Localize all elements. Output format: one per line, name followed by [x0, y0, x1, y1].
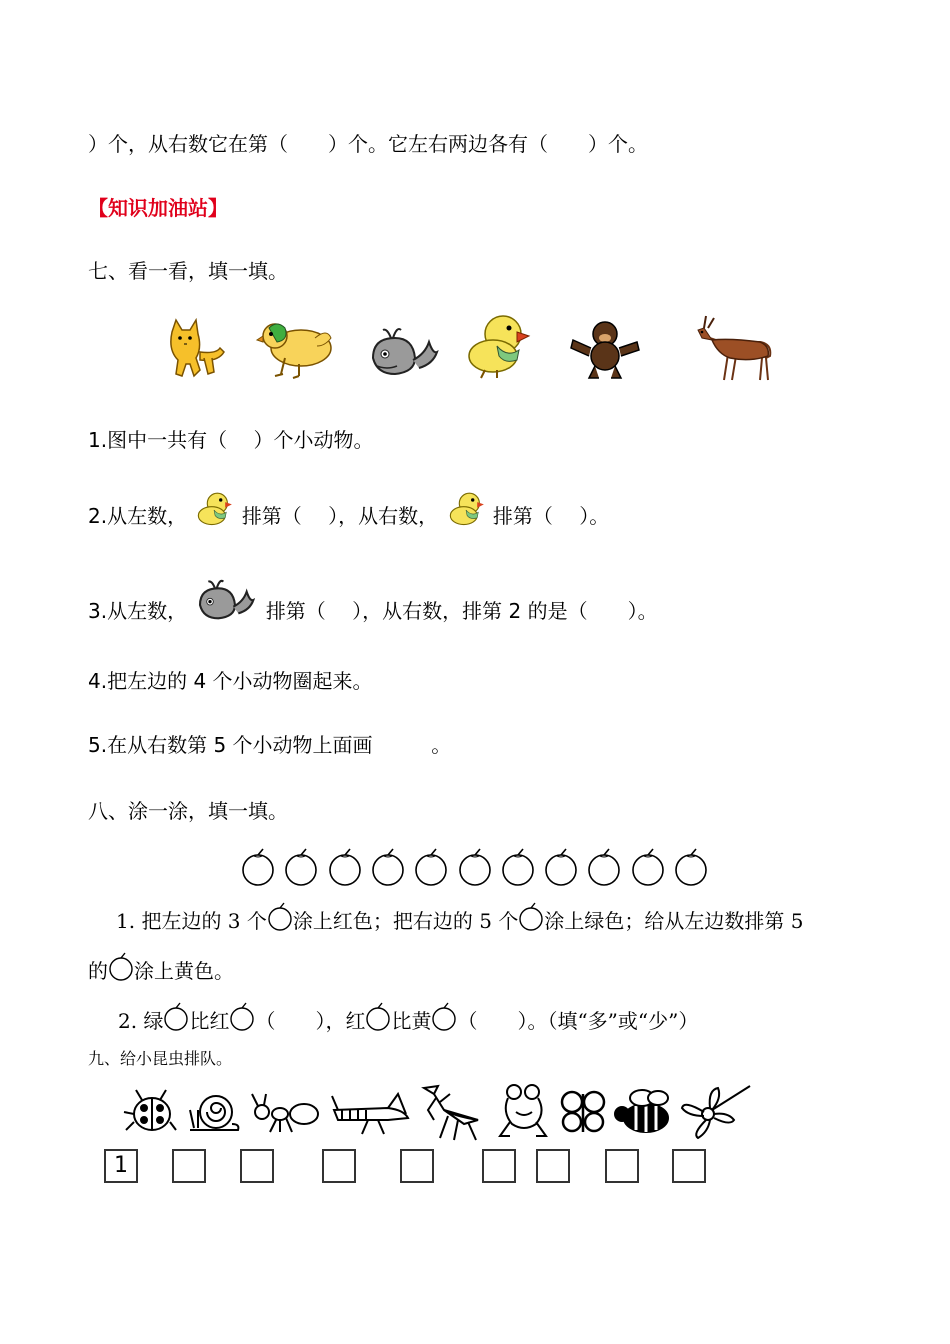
whale-icon — [367, 324, 439, 380]
apple-icon — [518, 902, 544, 932]
q8-item2 — [118, 1005, 698, 1034]
answer-box[interactable] — [482, 1149, 516, 1183]
apple-icon[interactable] — [543, 848, 579, 886]
apple-icon[interactable] — [457, 848, 493, 886]
dragonfly-icon — [678, 1082, 754, 1142]
q7-item5 — [88, 729, 451, 758]
answer-box[interactable] — [172, 1149, 206, 1183]
q7-item3-a: 3.从左数， — [88, 599, 188, 623]
apple-icon[interactable] — [500, 848, 536, 886]
snail-icon — [184, 1088, 242, 1136]
apple-icon — [163, 1002, 189, 1032]
q8-item1-cont — [88, 955, 234, 984]
answer-box[interactable] — [605, 1149, 639, 1183]
answer-box[interactable]: 1 — [104, 1149, 138, 1183]
bee-icon — [612, 1086, 674, 1138]
apple-icon — [108, 952, 134, 982]
q7-item2-b: 排第（ ），从右数， — [241, 504, 439, 528]
q7-item3 — [88, 595, 658, 624]
top-line-text: ）个，从右数它在第（ ）个。它左右两边各有（ ）个。 — [88, 132, 648, 156]
q8-item2-b: 比红 — [189, 1009, 230, 1033]
chick-icon — [463, 312, 531, 380]
q8-item2-d: 比黄 — [391, 1009, 432, 1033]
ladybug-icon — [122, 1086, 178, 1136]
apple-icon[interactable] — [240, 848, 276, 886]
apple-icon[interactable] — [413, 848, 449, 886]
q8-item2-c: （ ），红 — [255, 1009, 366, 1033]
ant-icon — [250, 1090, 322, 1136]
answer-box[interactable] — [536, 1149, 570, 1183]
q8-item2-e: （ ）。（填“多”或“少”） — [457, 1009, 699, 1033]
apple-icon — [267, 902, 293, 932]
q7-item2 — [88, 500, 609, 531]
chick-icon — [195, 489, 233, 531]
apple-icon — [431, 1002, 457, 1032]
q9-title: 九、给小昆虫排队。 — [88, 1049, 233, 1068]
whale-icon — [195, 576, 255, 624]
grasshopper-icon — [328, 1090, 412, 1136]
apple-icon[interactable] — [586, 848, 622, 886]
q7-item2-a: 2.从左数， — [88, 504, 188, 528]
insect-row — [118, 1080, 758, 1144]
q8-item1-e: 涂上黄色。 — [134, 959, 234, 983]
apple-icon — [229, 1002, 255, 1032]
q7-item1 — [88, 424, 373, 453]
q8-item1-b: 涂上红色；把右边的 5 个 — [292, 909, 519, 933]
apple-icon — [365, 1002, 391, 1032]
q7-item2-c: 排第（ ）。 — [492, 504, 610, 528]
q7-item5-a: 5.在从右数第 5 个小动物上面画 — [88, 733, 373, 757]
frog-icon — [496, 1082, 552, 1140]
q8-title: 八、涂一涂，填一填。 — [88, 799, 288, 823]
q7-item3-b: 排第（ ），从右数，排第 2 的是（ ）。 — [265, 599, 658, 623]
cat-icon — [160, 318, 230, 380]
q8-item1-c: 涂上绿色；给从左边数排第 5 — [544, 909, 804, 933]
q7-item4: 4.把左边的 4 个小动物圈起来。 — [88, 669, 373, 693]
answer-box[interactable] — [322, 1149, 356, 1183]
q7-item5-b: 。 — [431, 733, 452, 757]
answer-box[interactable] — [400, 1149, 434, 1183]
apple-icon[interactable] — [283, 848, 319, 886]
q8-item1-d: 的 — [88, 959, 108, 983]
answer-box[interactable] — [672, 1149, 706, 1183]
apple-icon[interactable] — [673, 848, 709, 886]
q7-title: 七、看一看，填一填。 — [88, 259, 288, 283]
apple-icon[interactable] — [630, 848, 666, 886]
answer-box[interactable] — [240, 1149, 274, 1183]
deer-icon — [690, 314, 780, 382]
q8-item1-a: 1. 把左边的 3 个 — [116, 909, 267, 933]
hen-icon — [255, 318, 337, 380]
monkey-icon — [567, 318, 643, 380]
q8-item1 — [116, 905, 803, 934]
chick-icon — [447, 489, 485, 531]
q8-item2-a: 2. 绿 — [118, 1009, 164, 1033]
butterfly-icon — [558, 1088, 608, 1136]
q7-item1-text: 1.图中一共有（ ）个小动物。 — [88, 428, 374, 452]
section-heading: 【知识加油站】 — [88, 196, 228, 220]
apple-icon[interactable] — [370, 848, 406, 886]
mantis-icon — [414, 1080, 484, 1142]
apple-icon[interactable] — [327, 848, 363, 886]
animal-row — [155, 312, 805, 384]
apple-row — [240, 848, 720, 884]
